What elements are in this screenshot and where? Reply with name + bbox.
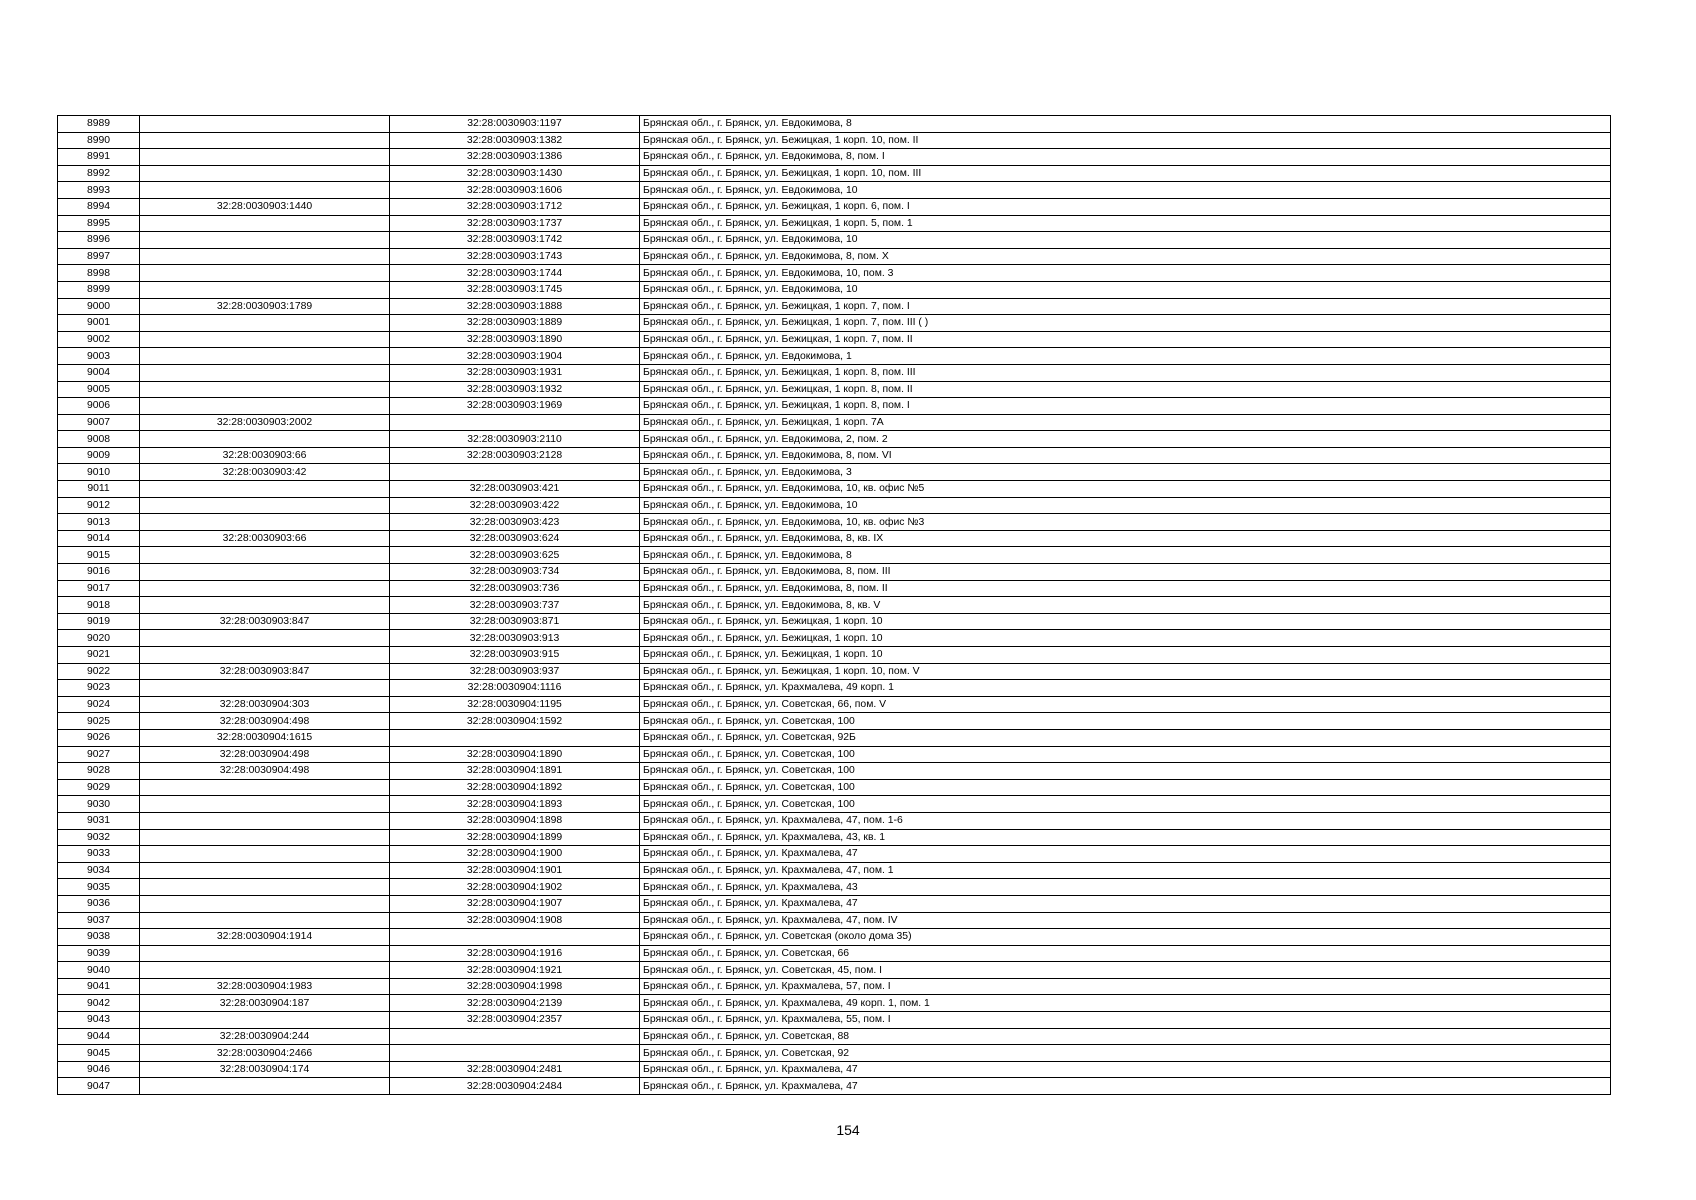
table-row	[58, 978, 1611, 995]
cadastral-number-cell: 32:28:0030903:624	[390, 530, 640, 547]
table-row	[58, 398, 1611, 415]
cadastral-number-cell	[390, 1028, 640, 1045]
row-number-cell: 9022	[58, 663, 140, 680]
row-number-cell: 9008	[58, 431, 140, 448]
address-cell: Брянская обл., г. Брянск, ул. Бежицкая, 1 корп. 10, пом. III	[640, 165, 1611, 182]
row-number-cell: 9024	[58, 696, 140, 713]
address-cell: Брянская обл., г. Брянск, ул. Евдокимова, 10, кв. офис №3	[640, 514, 1611, 531]
row-number-cell: 9032	[58, 829, 140, 846]
parent-cadastral-number-cell	[140, 680, 390, 697]
parent-cadastral-number-cell	[140, 846, 390, 863]
cadastral-number-cell: 32:28:0030904:1116	[390, 680, 640, 697]
address-cell: Брянская обл., г. Брянск, ул. Евдокимова, 8	[640, 116, 1611, 133]
parent-cadastral-number-cell	[140, 165, 390, 182]
row-number-cell: 9027	[58, 746, 140, 763]
parent-cadastral-number-cell	[140, 182, 390, 199]
table-row	[58, 132, 1611, 149]
row-number-cell: 9019	[58, 613, 140, 630]
parent-cadastral-number-cell	[140, 149, 390, 166]
address-cell: Брянская обл., г. Брянск, ул. Советская, 92Б	[640, 729, 1611, 746]
row-number-cell: 9007	[58, 414, 140, 431]
row-number-cell: 9031	[58, 812, 140, 829]
parent-cadastral-number-cell	[140, 647, 390, 664]
cadastral-number-cell: 32:28:0030903:2128	[390, 447, 640, 464]
parent-cadastral-number-cell: 32:28:0030904:498	[140, 746, 390, 763]
row-number-cell: 9006	[58, 398, 140, 415]
table-row	[58, 315, 1611, 332]
table-row	[58, 779, 1611, 796]
parent-cadastral-number-cell: 32:28:0030903:847	[140, 613, 390, 630]
table-row	[58, 846, 1611, 863]
table-row	[58, 232, 1611, 249]
row-number-cell: 9000	[58, 298, 140, 315]
row-number-cell: 9026	[58, 729, 140, 746]
table-row	[58, 729, 1611, 746]
parent-cadastral-number-cell: 32:28:0030904:498	[140, 713, 390, 730]
cadastral-number-cell: 32:28:0030904:2139	[390, 995, 640, 1012]
cadastral-number-cell: 32:28:0030903:423	[390, 514, 640, 531]
row-number-cell: 9010	[58, 464, 140, 481]
table-row	[58, 763, 1611, 780]
cadastral-number-cell: 32:28:0030903:1197	[390, 116, 640, 133]
row-number-cell: 9013	[58, 514, 140, 531]
address-cell: Брянская обл., г. Брянск, ул. Бежицкая, 1 корп. 8, пом. III	[640, 364, 1611, 381]
row-number-cell: 9016	[58, 564, 140, 581]
cadastral-number-cell: 32:28:0030903:1606	[390, 182, 640, 199]
parent-cadastral-number-cell: 32:28:0030904:303	[140, 696, 390, 713]
parent-cadastral-number-cell	[140, 547, 390, 564]
address-cell: Брянская обл., г. Брянск, ул. Советская, 100	[640, 779, 1611, 796]
parent-cadastral-number-cell	[140, 132, 390, 149]
parent-cadastral-number-cell	[140, 364, 390, 381]
table-row	[58, 564, 1611, 581]
parent-cadastral-number-cell: 32:28:0030904:2466	[140, 1045, 390, 1062]
parent-cadastral-number-cell	[140, 431, 390, 448]
cadastral-number-cell: 32:28:0030904:1900	[390, 846, 640, 863]
page-number: 154	[836, 1122, 860, 1138]
cadastral-number-cell: 32:28:0030903:737	[390, 597, 640, 614]
cadastral-number-cell: 32:28:0030903:1712	[390, 198, 640, 215]
parent-cadastral-number-cell: 32:28:0030903:42	[140, 464, 390, 481]
address-cell: Брянская обл., г. Брянск, ул. Бежицкая, 1 корп. 10	[640, 647, 1611, 664]
row-number-cell: 9009	[58, 447, 140, 464]
table-row	[58, 962, 1611, 979]
row-number-cell: 9042	[58, 995, 140, 1012]
table-row	[58, 1061, 1611, 1078]
table-row	[58, 829, 1611, 846]
row-number-cell: 8991	[58, 149, 140, 166]
cadastral-number-cell: 32:28:0030904:1892	[390, 779, 640, 796]
row-number-cell: 8999	[58, 281, 140, 298]
cadastral-number-cell	[390, 464, 640, 481]
parent-cadastral-number-cell	[140, 779, 390, 796]
address-cell: Брянская обл., г. Брянск, ул. Бежицкая, 1 корп. 6, пом. I	[640, 198, 1611, 215]
table-row	[58, 912, 1611, 929]
row-number-cell: 9005	[58, 381, 140, 398]
address-cell: Брянская обл., г. Брянск, ул. Советская, 66, пом. V	[640, 696, 1611, 713]
cadastral-number-cell: 32:28:0030904:1891	[390, 763, 640, 780]
table-row	[58, 995, 1611, 1012]
row-number-cell: 9044	[58, 1028, 140, 1045]
parent-cadastral-number-cell	[140, 265, 390, 282]
cadastral-number-cell	[390, 929, 640, 946]
row-number-cell: 9021	[58, 647, 140, 664]
address-cell: Брянская обл., г. Брянск, ул. Евдокимова, 10, пом. 3	[640, 265, 1611, 282]
address-cell: Брянская обл., г. Брянск, ул. Евдокимова, 10, кв. офис №5	[640, 481, 1611, 498]
address-cell: Брянская обл., г. Брянск, ул. Советская, 100	[640, 746, 1611, 763]
row-number-cell: 9017	[58, 580, 140, 597]
parent-cadastral-number-cell: 32:28:0030903:1440	[140, 198, 390, 215]
row-number-cell: 8997	[58, 248, 140, 265]
address-cell: Брянская обл., г. Брянск, ул. Крахмалева, 49 корп. 1	[640, 680, 1611, 697]
parent-cadastral-number-cell	[140, 829, 390, 846]
parent-cadastral-number-cell: 32:28:0030904:1983	[140, 978, 390, 995]
address-cell: Брянская обл., г. Брянск, ул. Евдокимова, 8, пом. II	[640, 580, 1611, 597]
table-row	[58, 116, 1611, 133]
row-number-cell: 9003	[58, 348, 140, 365]
address-cell: Брянская обл., г. Брянск, ул. Советская, 100	[640, 796, 1611, 813]
parent-cadastral-number-cell: 32:28:0030904:174	[140, 1061, 390, 1078]
parent-cadastral-number-cell	[140, 481, 390, 498]
row-number-cell: 8993	[58, 182, 140, 199]
address-cell: Брянская обл., г. Брянск, ул. Евдокимова, 8, кв. V	[640, 597, 1611, 614]
cadastral-number-cell: 32:28:0030903:913	[390, 630, 640, 647]
cadastral-number-cell: 32:28:0030903:1890	[390, 331, 640, 348]
row-number-cell: 9025	[58, 713, 140, 730]
table-row	[58, 630, 1611, 647]
row-number-cell: 9043	[58, 1012, 140, 1029]
table-row	[58, 713, 1611, 730]
parent-cadastral-number-cell	[140, 1078, 390, 1095]
address-cell: Брянская обл., г. Брянск, ул. Советская, 66	[640, 945, 1611, 962]
table-row	[58, 265, 1611, 282]
table-row	[58, 1028, 1611, 1045]
table-row	[58, 182, 1611, 199]
parent-cadastral-number-cell	[140, 497, 390, 514]
table-row	[58, 364, 1611, 381]
table-row	[58, 298, 1611, 315]
address-cell: Брянская обл., г. Брянск, ул. Бежицкая, 1 корп. 8, пом. II	[640, 381, 1611, 398]
row-number-cell: 9020	[58, 630, 140, 647]
table-row	[58, 597, 1611, 614]
address-cell: Брянская обл., г. Брянск, ул. Евдокимова, 10	[640, 232, 1611, 249]
address-cell: Брянская обл., г. Брянск, ул. Крахмалева, 47	[640, 846, 1611, 863]
cadastral-number-cell: 32:28:0030903:1382	[390, 132, 640, 149]
table-row	[58, 165, 1611, 182]
address-cell: Брянская обл., г. Брянск, ул. Крахмалева, 49 корп. 1, пом. 1	[640, 995, 1611, 1012]
parent-cadastral-number-cell	[140, 945, 390, 962]
cadastral-number-cell: 32:28:0030904:1898	[390, 812, 640, 829]
table-row	[58, 481, 1611, 498]
cadastral-number-cell: 32:28:0030904:1899	[390, 829, 640, 846]
cadastral-number-cell: 32:28:0030903:2110	[390, 431, 640, 448]
table-row	[58, 381, 1611, 398]
table-row	[58, 431, 1611, 448]
cadastral-number-cell: 32:28:0030904:1908	[390, 912, 640, 929]
parent-cadastral-number-cell	[140, 962, 390, 979]
table-row	[58, 198, 1611, 215]
table-row	[58, 1012, 1611, 1029]
parent-cadastral-number-cell	[140, 630, 390, 647]
parent-cadastral-number-cell: 32:28:0030904:187	[140, 995, 390, 1012]
row-number-cell: 9011	[58, 481, 140, 498]
parent-cadastral-number-cell	[140, 862, 390, 879]
row-number-cell: 9047	[58, 1078, 140, 1095]
table-row	[58, 149, 1611, 166]
parent-cadastral-number-cell: 32:28:0030903:66	[140, 447, 390, 464]
table-row	[58, 929, 1611, 946]
parent-cadastral-number-cell	[140, 514, 390, 531]
row-number-cell: 8989	[58, 116, 140, 133]
cadastral-number-cell: 32:28:0030904:1907	[390, 895, 640, 912]
address-cell: Брянская обл., г. Брянск, ул. Крахмалева, 47, пом. 1	[640, 862, 1611, 879]
row-number-cell: 9014	[58, 530, 140, 547]
table-row	[58, 464, 1611, 481]
parent-cadastral-number-cell	[140, 597, 390, 614]
table-row	[58, 580, 1611, 597]
parent-cadastral-number-cell	[140, 248, 390, 265]
address-cell: Брянская обл., г. Брянск, ул. Крахмалева, 47	[640, 1061, 1611, 1078]
table-row	[58, 1045, 1611, 1062]
parent-cadastral-number-cell: 32:28:0030904:1914	[140, 929, 390, 946]
table-row	[58, 497, 1611, 514]
table-row	[58, 447, 1611, 464]
parent-cadastral-number-cell	[140, 1012, 390, 1029]
row-number-cell: 8992	[58, 165, 140, 182]
cadastral-number-cell: 32:28:0030903:1931	[390, 364, 640, 381]
parent-cadastral-number-cell: 32:28:0030904:244	[140, 1028, 390, 1045]
cadastral-number-cell: 32:28:0030903:625	[390, 547, 640, 564]
row-number-cell: 8995	[58, 215, 140, 232]
row-number-cell: 9045	[58, 1045, 140, 1062]
row-number-cell: 8996	[58, 232, 140, 249]
parent-cadastral-number-cell	[140, 912, 390, 929]
address-cell: Брянская обл., г. Брянск, ул. Евдокимова, 8, пом. III	[640, 564, 1611, 581]
address-cell: Брянская обл., г. Брянск, ул. Советская, 92	[640, 1045, 1611, 1062]
cadastral-number-cell: 32:28:0030904:1195	[390, 696, 640, 713]
row-number-cell: 8990	[58, 132, 140, 149]
cadastral-number-cell: 32:28:0030903:871	[390, 613, 640, 630]
parent-cadastral-number-cell	[140, 281, 390, 298]
table-row	[58, 862, 1611, 879]
cadastral-number-cell: 32:28:0030903:915	[390, 647, 640, 664]
address-cell: Брянская обл., г. Брянск, ул. Бежицкая, 1 корп. 5, пом. 1	[640, 215, 1611, 232]
cadastral-number-cell: 32:28:0030904:1998	[390, 978, 640, 995]
address-cell: Брянская обл., г. Брянск, ул. Бежицкая, 1 корп. 7, пом. II	[640, 331, 1611, 348]
table-row	[58, 796, 1611, 813]
table-row	[58, 248, 1611, 265]
address-cell: Брянская обл., г. Брянск, ул. Крахмалева, 47	[640, 895, 1611, 912]
cadastral-number-cell: 32:28:0030903:422	[390, 497, 640, 514]
cadastral-number-cell: 32:28:0030903:736	[390, 580, 640, 597]
address-cell: Брянская обл., г. Брянск, ул. Крахмалева, 43, кв. 1	[640, 829, 1611, 846]
parent-cadastral-number-cell: 32:28:0030903:2002	[140, 414, 390, 431]
address-cell: Брянская обл., г. Брянск, ул. Евдокимова, 1	[640, 348, 1611, 365]
cadastral-number-cell: 32:28:0030903:1430	[390, 165, 640, 182]
table-row	[58, 414, 1611, 431]
table-row	[58, 1078, 1611, 1095]
parent-cadastral-number-cell	[140, 315, 390, 332]
table-row	[58, 348, 1611, 365]
table-row	[58, 547, 1611, 564]
row-number-cell: 8994	[58, 198, 140, 215]
table-row	[58, 647, 1611, 664]
cadastral-number-cell: 32:28:0030904:2481	[390, 1061, 640, 1078]
row-number-cell: 9037	[58, 912, 140, 929]
parent-cadastral-number-cell	[140, 215, 390, 232]
address-cell: Брянская обл., г. Брянск, ул. Евдокимова, 3	[640, 464, 1611, 481]
table-row	[58, 895, 1611, 912]
address-cell: Брянская обл., г. Брянск, ул. Советская, 45, пом. I	[640, 962, 1611, 979]
address-cell: Брянская обл., г. Брянск, ул. Крахмалева, 57, пом. I	[640, 978, 1611, 995]
row-number-cell: 9033	[58, 846, 140, 863]
row-number-cell: 8998	[58, 265, 140, 282]
parent-cadastral-number-cell: 32:28:0030903:1789	[140, 298, 390, 315]
parent-cadastral-number-cell	[140, 381, 390, 398]
row-number-cell: 9004	[58, 364, 140, 381]
property-register-table	[57, 115, 1611, 1095]
row-number-cell: 9036	[58, 895, 140, 912]
row-number-cell: 9018	[58, 597, 140, 614]
table-row	[58, 613, 1611, 630]
address-cell: Брянская обл., г. Брянск, ул. Советская, 100	[640, 713, 1611, 730]
table-row	[58, 530, 1611, 547]
address-cell: Брянская обл., г. Брянск, ул. Бежицкая, 1 корп. 7А	[640, 414, 1611, 431]
address-cell: Брянская обл., г. Брянск, ул. Бежицкая, 1 корп. 10	[640, 613, 1611, 630]
table-row	[58, 680, 1611, 697]
cadastral-number-cell	[390, 414, 640, 431]
parent-cadastral-number-cell: 32:28:0030904:498	[140, 763, 390, 780]
address-cell: Брянская обл., г. Брянск, ул. Бежицкая, 1 корп. 7, пом. I	[640, 298, 1611, 315]
parent-cadastral-number-cell	[140, 564, 390, 581]
parent-cadastral-number-cell	[140, 398, 390, 415]
table-row	[58, 696, 1611, 713]
cadastral-number-cell: 32:28:0030904:2357	[390, 1012, 640, 1029]
table-row	[58, 945, 1611, 962]
address-cell: Брянская обл., г. Брянск, ул. Евдокимова, 8, пом. X	[640, 248, 1611, 265]
cadastral-number-cell: 32:28:0030903:734	[390, 564, 640, 581]
parent-cadastral-number-cell	[140, 895, 390, 912]
row-number-cell: 9029	[58, 779, 140, 796]
address-cell: Брянская обл., г. Брянск, ул. Евдокимова, 8	[640, 547, 1611, 564]
parent-cadastral-number-cell	[140, 116, 390, 133]
address-cell: Брянская обл., г. Брянск, ул. Крахмалева, 55, пом. I	[640, 1012, 1611, 1029]
row-number-cell: 9035	[58, 879, 140, 896]
table-row	[58, 514, 1611, 531]
cadastral-number-cell: 32:28:0030903:1744	[390, 265, 640, 282]
row-number-cell: 9038	[58, 929, 140, 946]
row-number-cell: 9015	[58, 547, 140, 564]
cadastral-number-cell	[390, 1045, 640, 1062]
address-cell: Брянская обл., г. Брянск, ул. Евдокимова, 10	[640, 281, 1611, 298]
table-row	[58, 746, 1611, 763]
parent-cadastral-number-cell: 32:28:0030904:1615	[140, 729, 390, 746]
cadastral-number-cell: 32:28:0030903:1737	[390, 215, 640, 232]
parent-cadastral-number-cell: 32:28:0030903:66	[140, 530, 390, 547]
parent-cadastral-number-cell	[140, 879, 390, 896]
parent-cadastral-number-cell	[140, 331, 390, 348]
row-number-cell: 9046	[58, 1061, 140, 1078]
cadastral-number-cell: 32:28:0030903:1969	[390, 398, 640, 415]
cadastral-number-cell: 32:28:0030903:1932	[390, 381, 640, 398]
row-number-cell: 9028	[58, 763, 140, 780]
cadastral-number-cell: 32:28:0030903:421	[390, 481, 640, 498]
cadastral-number-cell: 32:28:0030904:1921	[390, 962, 640, 979]
address-cell: Брянская обл., г. Брянск, ул. Евдокимова, 8, пом. VI	[640, 447, 1611, 464]
address-cell: Брянская обл., г. Брянск, ул. Советская, 88	[640, 1028, 1611, 1045]
address-cell: Брянская обл., г. Брянск, ул. Крахмалева, 43	[640, 879, 1611, 896]
address-cell: Брянская обл., г. Брянск, ул. Бежицкая, 1 корп. 10, пом. V	[640, 663, 1611, 680]
table-row	[58, 879, 1611, 896]
cadastral-number-cell: 32:28:0030903:1386	[390, 149, 640, 166]
address-cell: Брянская обл., г. Брянск, ул. Евдокимова, 10	[640, 497, 1611, 514]
cadastral-number-cell: 32:28:0030903:1888	[390, 298, 640, 315]
cadastral-number-cell: 32:28:0030904:1902	[390, 879, 640, 896]
row-number-cell: 9012	[58, 497, 140, 514]
parent-cadastral-number-cell	[140, 232, 390, 249]
address-cell: Брянская обл., г. Брянск, ул. Крахмалева, 47, пом. 1-6	[640, 812, 1611, 829]
cadastral-number-cell: 32:28:0030904:1916	[390, 945, 640, 962]
cadastral-number-cell: 32:28:0030903:937	[390, 663, 640, 680]
parent-cadastral-number-cell	[140, 580, 390, 597]
cadastral-number-cell	[390, 729, 640, 746]
address-cell: Брянская обл., г. Брянск, ул. Крахмалева, 47, пом. IV	[640, 912, 1611, 929]
table-row	[58, 812, 1611, 829]
cadastral-number-cell: 32:28:0030904:2484	[390, 1078, 640, 1095]
cadastral-number-cell: 32:28:0030903:1743	[390, 248, 640, 265]
parent-cadastral-number-cell	[140, 812, 390, 829]
parent-cadastral-number-cell: 32:28:0030903:847	[140, 663, 390, 680]
address-cell: Брянская обл., г. Брянск, ул. Крахмалева, 47	[640, 1078, 1611, 1095]
table-body	[58, 116, 1611, 1095]
cadastral-number-cell: 32:28:0030904:1901	[390, 862, 640, 879]
row-number-cell: 9034	[58, 862, 140, 879]
address-cell: Брянская обл., г. Брянск, ул. Бежицкая, 1 корп. 8, пом. I	[640, 398, 1611, 415]
row-number-cell: 9039	[58, 945, 140, 962]
table-row	[58, 281, 1611, 298]
cadastral-number-cell: 32:28:0030903:1889	[390, 315, 640, 332]
cadastral-number-cell: 32:28:0030903:1745	[390, 281, 640, 298]
row-number-cell: 9023	[58, 680, 140, 697]
parent-cadastral-number-cell	[140, 348, 390, 365]
address-cell: Брянская обл., г. Брянск, ул. Евдокимова, 8, кв. IX	[640, 530, 1611, 547]
parent-cadastral-number-cell	[140, 796, 390, 813]
cadastral-number-cell: 32:28:0030903:1904	[390, 348, 640, 365]
address-cell: Брянская обл., г. Брянск, ул. Бежицкая, 1 корп. 10	[640, 630, 1611, 647]
table-row	[58, 663, 1611, 680]
table-row	[58, 215, 1611, 232]
address-cell: Брянская обл., г. Брянск, ул. Советская, 100	[640, 763, 1611, 780]
table-row	[58, 331, 1611, 348]
cadastral-number-cell: 32:28:0030904:1592	[390, 713, 640, 730]
cadastral-number-cell: 32:28:0030904:1890	[390, 746, 640, 763]
address-cell: Брянская обл., г. Брянск, ул. Евдокимова, 10	[640, 182, 1611, 199]
address-cell: Брянская обл., г. Брянск, ул. Евдокимова, 8, пом. I	[640, 149, 1611, 166]
cadastral-number-cell: 32:28:0030903:1742	[390, 232, 640, 249]
row-number-cell: 9030	[58, 796, 140, 813]
address-cell: Брянская обл., г. Брянск, ул. Бежицкая, 1 корп. 7, пом. III ( )	[640, 315, 1611, 332]
cadastral-number-cell: 32:28:0030904:1893	[390, 796, 640, 813]
address-cell: Брянская обл., г. Брянск, ул. Бежицкая, 1 корп. 10, пом. II	[640, 132, 1611, 149]
row-number-cell: 9040	[58, 962, 140, 979]
address-cell: Брянская обл., г. Брянск, ул. Евдокимова, 2, пом. 2	[640, 431, 1611, 448]
row-number-cell: 9041	[58, 978, 140, 995]
address-cell: Брянская обл., г. Брянск, ул. Советская (около дома 35)	[640, 929, 1611, 946]
row-number-cell: 9002	[58, 331, 140, 348]
row-number-cell: 9001	[58, 315, 140, 332]
